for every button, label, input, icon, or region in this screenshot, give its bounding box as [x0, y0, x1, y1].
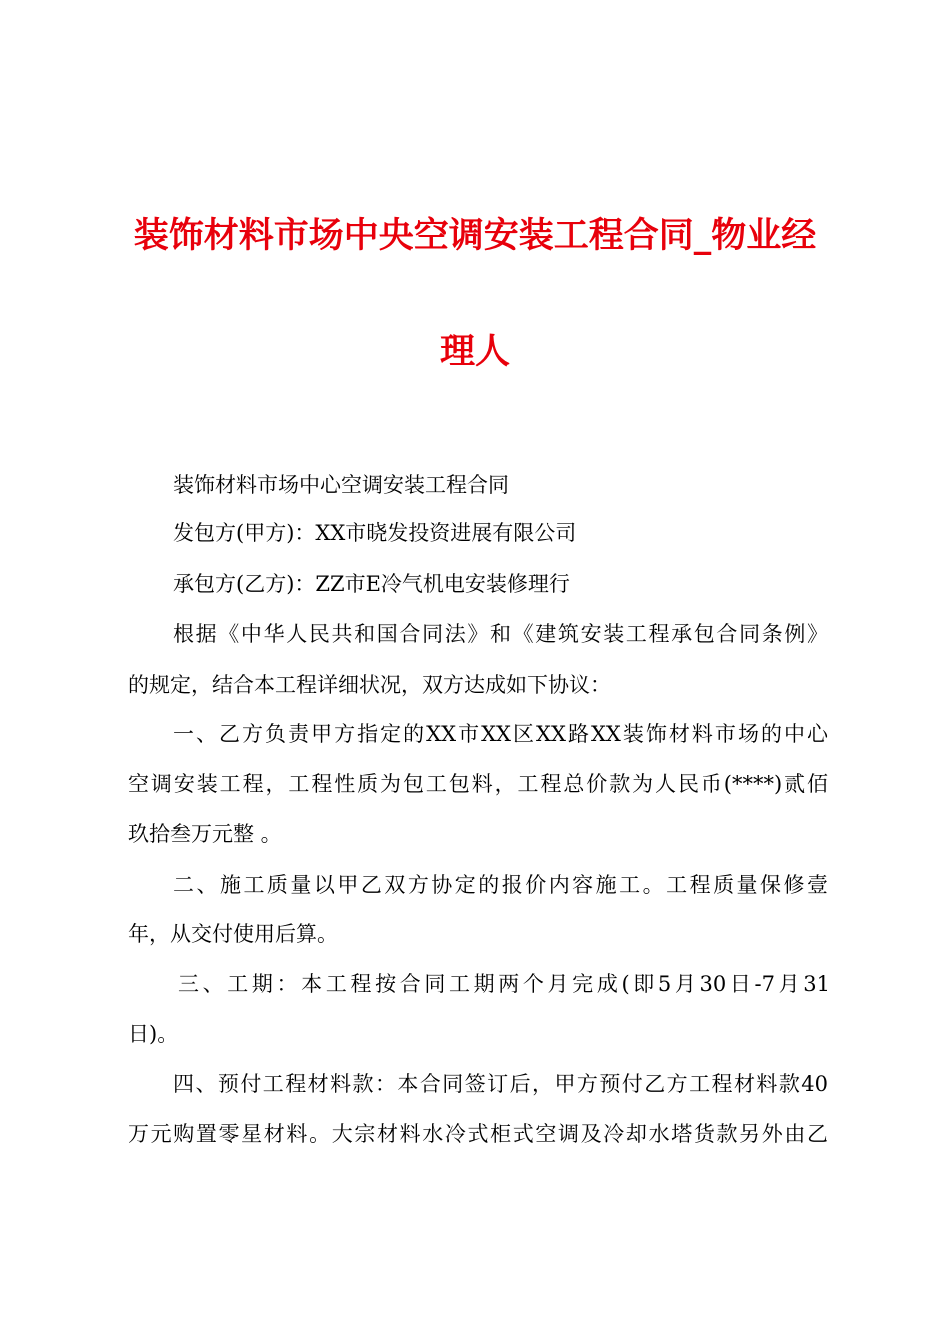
clause-1-line-1: 一、乙方负责甲方指定的XX市XX区XX路XX装饰材料市场的中心: [173, 722, 828, 746]
party-b-line: 承包方(乙方)：ZZ市E冷气机电安装修理行: [173, 572, 570, 596]
clause-4-line-1: 四、预付工程材料款：本合同签订后，甲方预付乙方工程材料款40: [173, 1072, 828, 1096]
contract-heading: 装饰材料市场中心空调安装工程合同: [173, 473, 509, 497]
clause-1-line-2: 空调安装工程，工程性质为包工包料，工程总价款为人民币(****)贰佰: [128, 772, 828, 796]
clause-4-line-2: 万元购置零星材料。大宗材料水冷式柜式空调及冷却水塔货款另外由乙: [128, 1122, 828, 1146]
preamble-line-2: 的规定，结合本工程详细状况，双方达成如下协议：: [128, 673, 611, 697]
party-a-line: 发包方(甲方)：XX市晓发投资进展有限公司: [173, 521, 577, 545]
clause-2-line-2: 年，从交付使用后算。: [128, 922, 338, 946]
clause-1-line-3: 玖拾叁万元整 。: [128, 822, 282, 846]
preamble-line-1: 根据《中华人民共和国合同法》和《建筑安装工程承包合同条例》: [173, 622, 828, 646]
clause-3-line-1: 三、工期：本工程按合同工期两个月完成(即5月30日-7月31: [178, 972, 830, 996]
document-title-line-1: 装饰材料市场中央空调安装工程合同_物业经: [133, 216, 817, 256]
clause-2-line-1: 二、施工质量以甲乙双方协定的报价内容施工。工程质量保修壹: [173, 873, 828, 897]
document-title-line-2: 理人: [439, 332, 510, 372]
clause-3-line-2: 日)。: [128, 1022, 179, 1046]
